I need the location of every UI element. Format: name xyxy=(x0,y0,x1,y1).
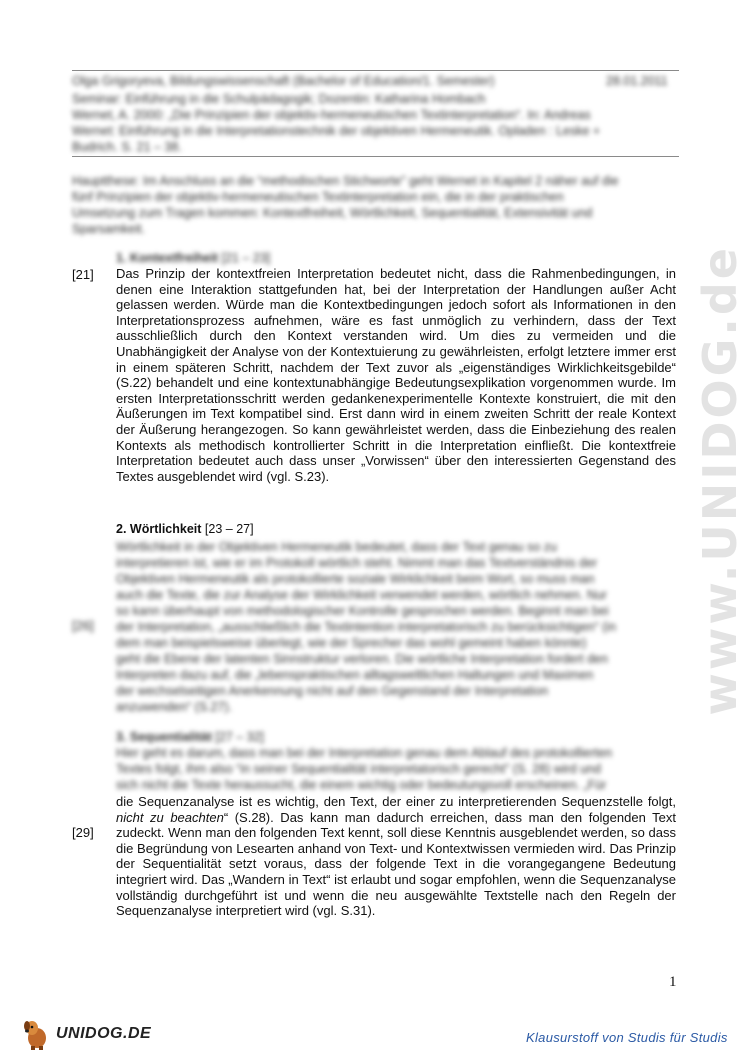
section-pages: [21 – 23] xyxy=(221,251,271,265)
paragraph-line: Wörtlichkeit in der Objektiven Hermeneutik bedeutet, dass der Text genau so zu xyxy=(116,540,557,554)
paragraph-line: Interpreten dazu auf, die „lebenspraktischen alltagsweltlichen Haltungen und Maximen xyxy=(116,668,594,682)
paragraph-line: dem man beispielsweise überlegt, wie der Sprecher das wohl gemeint haben könnte) xyxy=(116,636,587,650)
section-title-text: 2. Wörtlichkeit xyxy=(116,522,202,536)
paragraph-line: geht die Ebene der latenten Sinnstruktur verloren. Die wörtliche Interpretation fordert den xyxy=(116,652,608,666)
intro-line: Hauptthese: Im Anschluss an die “methodischen Stichworte” geht Wernet in Kapitel 2 näher auf die xyxy=(72,174,619,188)
dog-mascot-icon xyxy=(22,1018,52,1050)
paragraph-text: “ (S.28). Das kann man dadurch erreichen, dass man den folgenden Text zudeckt. Wenn man den folgenden Text kennt, soll diese Kenntnis ausgeblendet werden, so dass die Begründung von Lesearten anhand von Text- und Kontextwissen vermieden wird. Das Prinzip der Sequentialität setzt voraus, dass der folgende Text in die vorangegangene Bedeutung integriert wird. Das „Wandern in Text“ ist erlaubt und sogar empfohlen, wenn die Sequenzanalyse vollständig durchgeführt ist und wenn die neu ausgewählte Textstelle nach den Regeln der Sequenzanalyse interpretiert wird (vgl. S.31). xyxy=(116,809,676,919)
section-paragraph xyxy=(116,266,676,484)
section-title xyxy=(116,730,264,744)
section-title-text: 3. Sequentialität xyxy=(116,730,212,744)
paragraph-line: sich nicht die Texte heraussucht, die einem wichtig oder bedeutungsvoll erscheinen. „Für xyxy=(116,778,607,792)
header-line: Seminar: Einführung in die Schulpädagogik; Dozentin: Katharina Hombach xyxy=(72,92,486,106)
paragraph-line: der Interpretation, „ausschließlich die Textintention interpretatorisch zu berücksichtigen“ (in xyxy=(116,620,617,634)
header-line: Wernet: Einführung in die Interpretationstechnik der objektiven Hermeneutik. Opladen : Leske + xyxy=(72,124,601,138)
header-date: 28.01.2011 xyxy=(606,74,668,88)
section-title xyxy=(116,522,254,536)
paragraph-line: Textes folgt, ihm also “in seiner Sequentialität interpretatorisch gerecht” (S. 28) wird und xyxy=(116,762,601,776)
paragraph-line: so kann überhaupt von methodologischer Kontrolle gesprochen werden. Beginnt man bei xyxy=(116,604,609,618)
watermark xyxy=(690,220,750,740)
margin-page-ref: [29] xyxy=(72,825,94,840)
paragraph-text: Das Prinzip der kontextfreien Interpretation bedeutet nicht, dass die Rahmenbedingungen, in denen eine Interaktion stattgefunden hat, bei der Interpretation der Handlungen außer Acht gelassen werden. Würde man die Kontextbedingungen jedoch sofort als Informationen in den Interpretationsprozess aufnehmen, wäre es fast unmöglich zu verhindern, dass der Text ausschließlich durch den Kontext verstanden wird. Um dies zu vermeiden und die Unabhängigkeit der Analyse von der Kontextuierung zu gewährleisten, erfolgt letztere immer erst in einem späteren Schritt, nachdem der Text zuvor als „eigenständiges Wirklichkeitsgebilde“ (S.22) behandelt und eine kontextunabhängige Bedeutungsexplikation vorgenommen wurde. Im ersten Interpretationsschritt werden gedankenexperimentelle Kontexte konstruiert, die mit den Äußerungen im Text kompatibel sind. Erst dann wird in einem zweiten Schritt der reale Kontext der Äußerung herangezogen. So kann gewährleistet werden, dass die Einbeziehung des realen Kontexts als methodisch kontrollierter Schritt in die Interpretation einfließt. Die kontextfreie Interpretation bedeutet auch dass unser „Vorwissen“ über den interessierten Gegenstand des Textes ausgeblendet wird (vgl. S.23). xyxy=(116,266,676,484)
header-top-rule xyxy=(72,70,679,71)
intro-line: Umsetzung zum Tragen kommen: Kontextfreiheit, Wörtlichkeit, Sequentialität, Extensivität und xyxy=(72,206,593,220)
paragraph-line: Objektiven Hermeneutik als protokollierte soziale Wirklichkeit beim Wort, so muss man xyxy=(116,572,595,586)
header-line: Olga Grigoryeva, Bildungswissenschaft (Bachelor of Education/1. Semester) xyxy=(72,74,495,88)
unidog-logo[interactable] xyxy=(22,1016,162,1052)
emphasis-text: nicht zu beachten xyxy=(116,809,224,825)
paragraph-line: interpretieren ist, wie er im Protokoll wörtlich steht. Nimmt man das Textverständnis der xyxy=(116,556,598,570)
header-line: Wernet, A. 2000: „Die Prinzipien der objektiv-hermeneutischen Textinterpretation“. In: Andreas xyxy=(72,108,591,122)
watermark-text: www.UNIDOG.de xyxy=(693,244,747,716)
header-line: Budrich. S. 21 – 38. xyxy=(72,140,182,154)
section-title xyxy=(116,251,270,265)
header-bottom-rule xyxy=(72,156,679,157)
intro-line: fünf Prinzipien der objektiv-hermeneutischen Textinterpretation ein, die in der praktischen xyxy=(72,190,564,204)
footer-slogan: Klausurstoff von Studis für Studis xyxy=(526,1030,728,1045)
section-paragraph xyxy=(116,794,676,919)
paragraph-text: die Sequenzanalyse ist es wichtig, den Text, der einer zu interpretierenden Sequenzstelle folgt, xyxy=(116,794,676,809)
margin-page-ref: [21] xyxy=(72,267,94,282)
margin-page-ref: [26] xyxy=(72,618,94,633)
paragraph-line: auch die Texte, die zur Analyse der Wirklichkeit verwendet werden, wörtlich nehmen. Nur xyxy=(116,588,607,602)
section-pages: [27 – 32] xyxy=(215,730,264,744)
section-title-text: 1. Kontextfreiheit xyxy=(116,251,219,265)
intro-line: Sparsamkeit. xyxy=(72,222,145,236)
paragraph-line: der wechselseitigen Anerkennung nicht auf den Gegenstand der Interpretation xyxy=(116,684,549,698)
paragraph-line: Hier geht es darum, dass man bei der Interpretation genau dem Ablauf des protokollierten xyxy=(116,746,613,760)
page-number: 1 xyxy=(669,974,677,990)
logo-text: UNIDOG.DE xyxy=(56,1025,152,1042)
paragraph-line: anzuwenden“ (S.27). xyxy=(116,700,233,714)
section-pages: [23 – 27] xyxy=(204,522,254,536)
